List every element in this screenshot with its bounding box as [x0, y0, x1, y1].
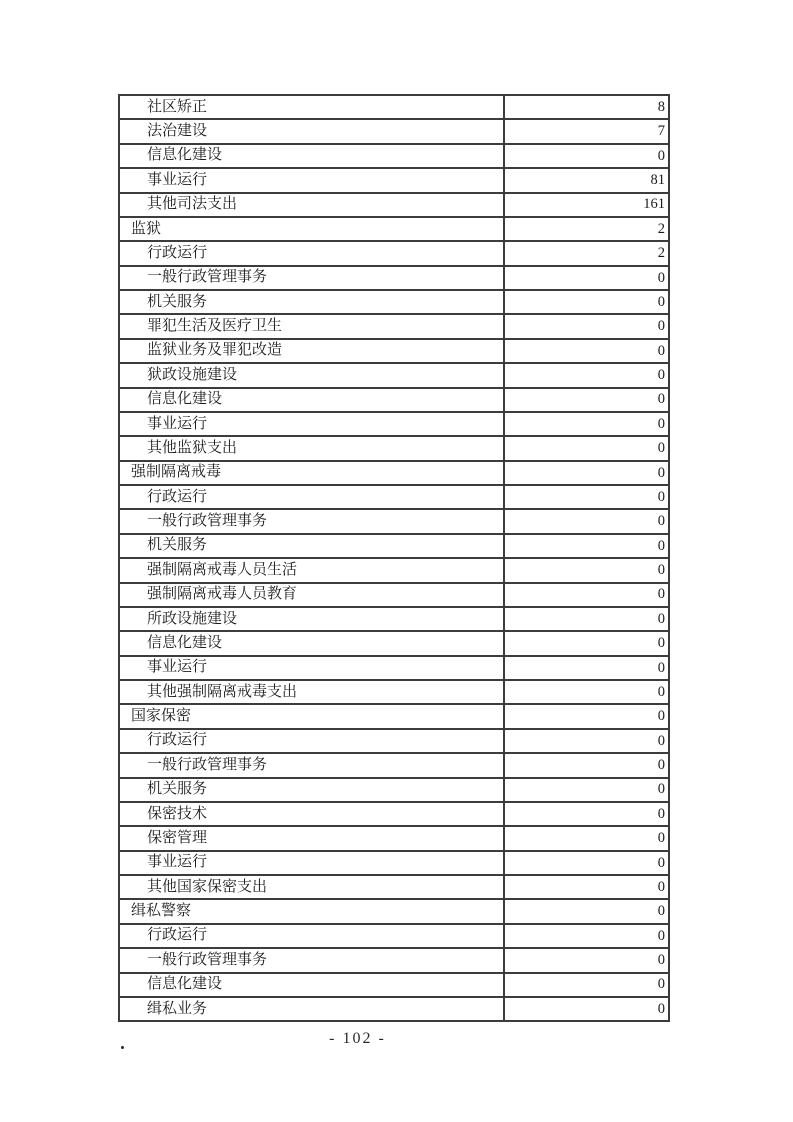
- table-row: [120, 827, 668, 851]
- row-label: 信息化建设: [120, 632, 505, 654]
- row-value: 0: [657, 927, 665, 944]
- row-label: 社区矫正: [120, 96, 505, 118]
- table-row: [120, 681, 668, 705]
- row-label: 行政运行: [120, 925, 505, 947]
- row-value: 0: [657, 610, 665, 627]
- row-value: 0: [657, 318, 665, 335]
- row-label: 行政运行: [120, 486, 505, 508]
- row-value: 0: [657, 732, 665, 749]
- table-row: [120, 974, 668, 998]
- table-row: [120, 96, 668, 120]
- row-label: 行政运行: [120, 730, 505, 752]
- row-label: 强制隔离戒毒人员生活: [120, 559, 505, 581]
- row-value: 7: [657, 123, 665, 140]
- row-label: 一般行政管理事务: [120, 510, 505, 532]
- row-label: 信息化建设: [120, 389, 505, 411]
- row-value: 0: [657, 659, 665, 676]
- row-label: 一般行政管理事务: [120, 949, 505, 971]
- row-value: 0: [657, 952, 665, 969]
- row-label: 机关服务: [120, 535, 505, 557]
- table-row: [120, 608, 668, 632]
- row-label: 所政设施建设: [120, 608, 505, 630]
- row-value: 0: [657, 293, 665, 310]
- row-value: 0: [657, 464, 665, 481]
- row-value: 0: [657, 269, 665, 286]
- row-label: 监狱业务及罪犯改造: [120, 340, 505, 362]
- table-row: [120, 413, 668, 437]
- row-label: 事业运行: [120, 169, 505, 191]
- row-value: 0: [657, 976, 665, 993]
- row-label: 信息化建设: [120, 974, 505, 996]
- row-label: 狱政设施建设: [120, 364, 505, 386]
- table-row: [120, 340, 668, 364]
- table-row: [120, 535, 668, 559]
- table-row: [120, 291, 668, 315]
- row-value: 0: [657, 903, 665, 920]
- table-row: [120, 632, 668, 656]
- row-value: 8: [657, 98, 665, 115]
- row-label: 罪犯生活及医疗卫生: [120, 315, 505, 337]
- table-row: [120, 364, 668, 388]
- row-label: 强制隔离戒毒人员教育: [120, 584, 505, 606]
- row-label: 机关服务: [120, 779, 505, 801]
- table-row: [120, 389, 668, 413]
- row-label: 事业运行: [120, 657, 505, 679]
- table-row: [120, 510, 668, 534]
- table-row: [120, 120, 668, 144]
- row-label: 一般行政管理事务: [120, 754, 505, 776]
- row-value: 0: [657, 805, 665, 822]
- row-value: 0: [657, 488, 665, 505]
- table-row: [120, 242, 668, 266]
- table-row: [120, 218, 668, 242]
- table-row: [120, 949, 668, 973]
- row-value: 0: [657, 367, 665, 384]
- table-row: [120, 852, 668, 876]
- table-row: [120, 803, 668, 827]
- table-row: [120, 925, 668, 949]
- row-value: 0: [657, 781, 665, 798]
- table-row: [120, 876, 668, 900]
- row-value: 0: [657, 147, 665, 164]
- row-value: 0: [657, 708, 665, 725]
- table-row: [120, 169, 668, 193]
- table-row: [120, 998, 668, 1020]
- table-row: [120, 754, 668, 778]
- row-value: 0: [657, 854, 665, 871]
- row-label: 监狱: [120, 218, 505, 240]
- row-value: 0: [657, 342, 665, 359]
- table-row: [120, 584, 668, 608]
- row-value: 0: [657, 683, 665, 700]
- row-label: 行政运行: [120, 242, 505, 264]
- page-number: - 102 -: [329, 1030, 386, 1047]
- row-value: 0: [657, 391, 665, 408]
- table-row: [120, 315, 668, 339]
- row-value: 0: [657, 757, 665, 774]
- row-label: 国家保密: [120, 705, 505, 727]
- row-label: 其他国家保密支出: [120, 876, 505, 898]
- row-value: 161: [643, 196, 665, 213]
- row-value: 0: [657, 878, 665, 895]
- row-label: 事业运行: [120, 413, 505, 435]
- table-row: [120, 267, 668, 291]
- row-value: 0: [657, 537, 665, 554]
- row-label: 其他监狱支出: [120, 437, 505, 459]
- table-row: [120, 657, 668, 681]
- table-row: [120, 900, 668, 924]
- table-row: [120, 705, 668, 729]
- row-value: 2: [657, 245, 665, 262]
- table-row: [120, 486, 668, 510]
- table-row: [120, 779, 668, 803]
- row-value: 2: [657, 220, 665, 237]
- row-label: 法治建设: [120, 120, 505, 142]
- row-label: 其他强制隔离戒毒支出: [120, 681, 505, 703]
- table-row: [120, 437, 668, 461]
- row-label: 机关服务: [120, 291, 505, 313]
- row-label: 强制隔离戒毒: [120, 462, 505, 484]
- table-row: [120, 559, 668, 583]
- table-row: [120, 194, 668, 218]
- table-row: [120, 730, 668, 754]
- row-value: 0: [657, 830, 665, 847]
- row-value: 0: [657, 1000, 665, 1017]
- row-value: 0: [657, 562, 665, 579]
- row-label: 缉私业务: [120, 998, 505, 1020]
- row-value: 0: [657, 415, 665, 432]
- row-label: 其他司法支出: [120, 194, 505, 216]
- row-label: 信息化建设: [120, 145, 505, 167]
- row-label: 缉私警察: [120, 900, 505, 922]
- row-value: 0: [657, 586, 665, 603]
- row-value: 0: [657, 440, 665, 457]
- table-row: [120, 145, 668, 169]
- table-row: [120, 462, 668, 486]
- row-value: 81: [650, 172, 665, 189]
- budget-table: [118, 94, 670, 1022]
- stray-dot-mark: [121, 1046, 124, 1049]
- row-label: 一般行政管理事务: [120, 267, 505, 289]
- row-label: 保密技术: [120, 803, 505, 825]
- row-label: 保密管理: [120, 827, 505, 849]
- row-label: 事业运行: [120, 852, 505, 874]
- row-value: 0: [657, 635, 665, 652]
- row-value: 0: [657, 513, 665, 530]
